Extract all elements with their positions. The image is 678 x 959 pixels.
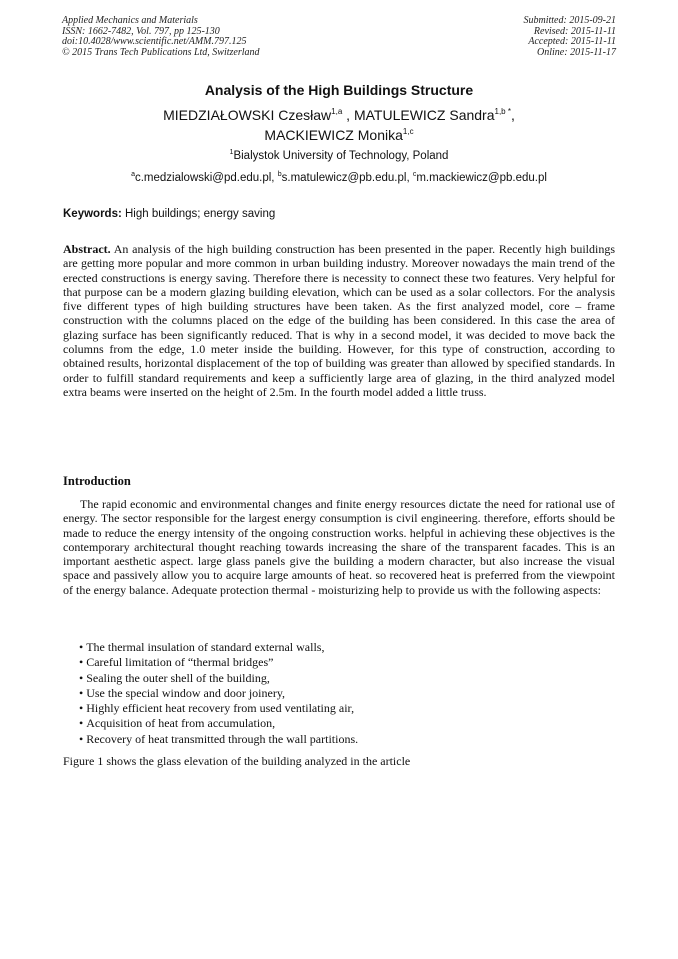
abstract-text: An analysis of the high building construction has been presented in the paper. Recently high buildings are getting more popular and more common in urban building industry. Moreover nowadays the main trend of the erected constructions is energy saving. Therefore there is necessity to connect these two features. Very helpful for that purpose can be a modern glazing building elevation, which can be used as a solar collectors. For the analysis five different types of high building structures have been taken. As the first analyzed model, core – frame construction with the columns placed on the edge of the building has been considered. In this case the area of glazing surface has been significantly reduced. That is why in a second model, it was decided to move back the columns from the edge, 1.0 meter inside the building. However, for this type of construction, according to obtained results, horizontal displacement of the top of building was greater than allowed by specified standards. In order to fulfill standard requirements and keep a sufficiently large area of glazing, in the third analyzed model extra beams were inserted on the height of 2.5m. In the fourth model added a little truss. [63,242,615,399]
journal-issn: ISSN: 1662-7482, Vol. 797, pp 125-130 [62,25,220,37]
authors-line-2 [0,125,678,145]
email-b-sup: b [277,171,282,178]
list-item: • Acquisition of heat from accumulation, [79,716,619,731]
abstract [63,242,615,399]
date-submitted: Submitted: 2015-09-21 [523,15,616,26]
email-b: s.matulewicz@pb.edu.pl, [281,172,410,184]
author-1-name: MIEDZIAŁOWSKI Czesław [163,107,332,123]
keywords-label: Keywords: [63,208,122,220]
email-a-sup: a [131,171,135,178]
keywords-text: High buildings; energy saving [125,208,276,220]
abstract-label: Abstract. [63,242,111,256]
authors-line-1: MIEDZIAŁOWSKI Czesław$^{1,a}$ , MATULEWICZ Sandra$^{1,b *}$, [163,107,515,123]
figure-reference: Figure 1 shows the glass elevation of the building analyzed in the article [63,754,411,768]
introduction-paragraph: The rapid economic and environmental changes and finite energy resources dictate the need for rational use of energy. The sector responsible for the largest energy consumption is civil engineering. therefore, efforts should be made to reduce the energy intensity of the ongoing construction works. helpful in achieving these objectives is the contemporary architectural thought reaching towards increasing the share of the transparent facades. This is an important aesthetic aspect. large glass panels give the building a modern character, but also increase the visual space and passively allow you to acquire large amounts of heat. so recovered heat is preferred from the viewpoint of the energy balance. Adequate protection thermal - moisturizing help to provide us with the following aspects: [63,497,615,597]
aspects-list [79,640,619,747]
date-online: Online: 2015-11-17 [537,46,616,58]
journal-doi: doi:10.4028/www.scientific.net/AMM.797.125 [62,36,247,48]
author-1-sup: 1,a [331,107,343,116]
author-2-name: MATULEWICZ Sandra [353,107,495,123]
list-item: • Highly efficient heat recovery from used ventilating air, [79,701,619,716]
submission-dates [524,16,617,58]
affiliation-text: Bialystok University of Technology, Poland [233,150,449,162]
email-a: c.medzialowski@pd.edu.pl, [134,172,275,184]
author-2-sup: 1,b * [494,107,511,116]
affiliation-sup: 1 [229,149,234,156]
email-c-sup: c [412,171,417,178]
author-3-name: MACKIEWICZ Monika [264,127,403,143]
list-item: • The thermal insulation of standard external walls, [79,640,619,655]
author-emails [0,172,678,184]
email-c: m.mackiewicz@pb.edu.pl [416,172,547,184]
date-accepted: Accepted: 2015-11-11 [528,36,616,48]
journal-info [62,16,260,58]
list-item: • Sealing the outer shell of the building, [79,671,619,686]
affiliation [0,150,678,162]
keywords [63,208,275,220]
list-item: • Use the special window and door joinery, [79,686,619,701]
journal-name: Applied Mechanics and Materials [62,15,198,26]
list-item: • Recovery of heat transmitted through the wall partitions. [79,732,619,747]
introduction-heading: Introduction [63,474,131,488]
author-list [0,105,678,145]
paper-title: Analysis of the High Buildings Structure [204,82,474,98]
list-item: • Careful limitation of “thermal bridges” [79,655,619,670]
journal-copyright: © 2015 Trans Tech Publications Ltd, Switzerland [62,46,260,58]
date-revised: Revised: 2015-11-11 [533,25,616,37]
author-3-sup: 1,c [402,127,414,136]
